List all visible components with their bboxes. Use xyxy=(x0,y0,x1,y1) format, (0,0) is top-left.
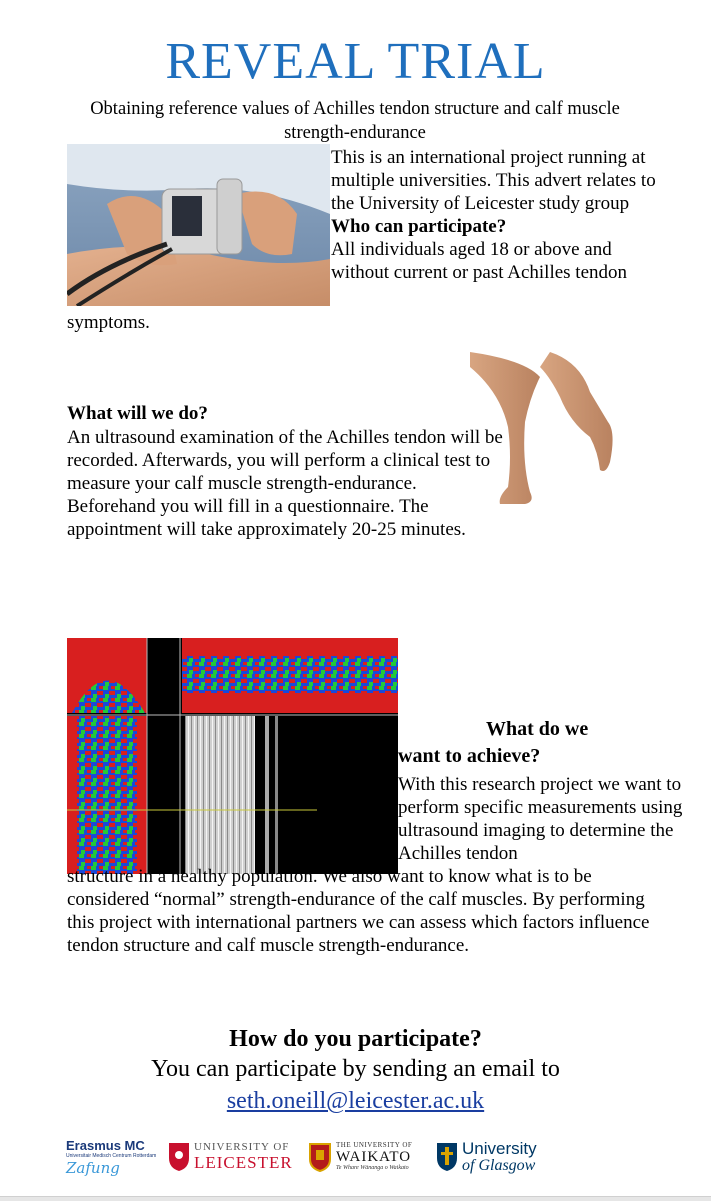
page-subtitle: Obtaining reference values of Achilles tendon structure and calf muscle strength-endurance xyxy=(90,99,620,143)
intro-section xyxy=(331,146,661,284)
achieve-heading-line2: want to achieve? xyxy=(398,745,541,767)
erasmus-mc-logo xyxy=(66,1132,158,1182)
glasgow-logo-line1: University xyxy=(462,1138,537,1158)
university-of-glasgow-logo xyxy=(436,1132,546,1182)
how-to-participate-heading: How do you participate? xyxy=(229,1026,482,1052)
what-will-we-do-heading: What will we do? xyxy=(67,403,208,424)
bottom-divider xyxy=(0,1196,711,1201)
ultrasound-probe-photo xyxy=(67,144,330,306)
who-can-participate-text: All individuals aged 18 or above and without current or past Achilles tendon xyxy=(331,239,628,283)
contact-email-link[interactable]: seth.oneill@leicester.ac.uk xyxy=(226,1088,485,1114)
page-title: REVEAL TRIAL xyxy=(165,33,546,90)
waikato-crest-icon xyxy=(308,1142,332,1172)
leicester-logo-line1: UNIVERSITY OF xyxy=(194,1141,290,1154)
erasmus-logo-subtext: Universitair Medisch Centrum Rotterdam xyxy=(66,1152,157,1159)
achieve-text-continued: structure in a healthy population. We also want to know what is to be considered “normal” strength-endurance of the calf muscles. By performing this project with international partners we can assess which factors influence tendon structure and calf muscle strength-endurance. xyxy=(67,866,650,956)
erasmus-logo-name: Erasmus MC xyxy=(66,1137,145,1153)
ultrasound-elastography-image xyxy=(67,638,398,874)
glasgow-shield-icon xyxy=(436,1142,458,1172)
what-will-we-do-text: An ultrasound examination of the Achilles tendon will be recorded. Afterwards, you will perform a clinical test to measure your calf muscle strength-endurance. Beforehand you will fill in a questionnaire. The appointment will take approximately 20-25 minutes. xyxy=(67,427,503,540)
achieve-heading-line1: What do we xyxy=(486,718,589,740)
university-of-waikato-logo xyxy=(308,1132,428,1182)
who-can-participate-text-continued: symptoms. xyxy=(67,312,150,333)
who-can-participate-heading: Who can participate? xyxy=(331,216,507,237)
intro-text: This is an international project running at multiple universities. This advert relates to the University of Leicester study group xyxy=(331,147,656,214)
leicester-logo-line2: LEICESTER xyxy=(194,1152,293,1172)
how-to-participate-text: You can participate by sending an email to xyxy=(151,1056,560,1082)
erasmus-logo-script: Zafung xyxy=(66,1158,120,1177)
waikato-logo-line3: Te Whare Wānanga o Waikato xyxy=(336,1165,409,1172)
glasgow-logo-line2: of Glasgow xyxy=(462,1156,536,1174)
university-of-leicester-logo xyxy=(168,1132,298,1182)
achieve-text: With this research project we want to perform specific measurements using ultrasound imaging to determine the Achilles tendon xyxy=(398,774,683,864)
waikato-logo-line1: THE UNIVERSITY OF xyxy=(336,1141,413,1150)
leicester-shield-icon xyxy=(168,1142,190,1172)
waikato-logo-line2: WAIKATO xyxy=(336,1148,412,1165)
